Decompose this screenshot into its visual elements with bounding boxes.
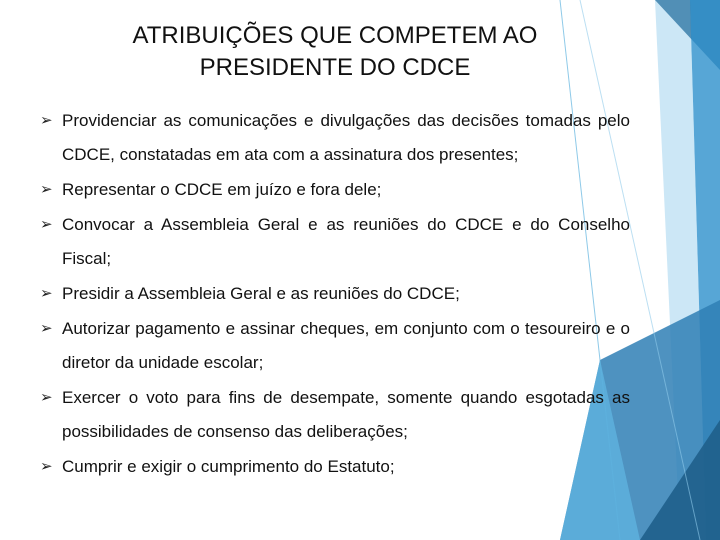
arrow-bullet-icon: ➢ (40, 285, 53, 302)
list-item-text: Convocar a Assembleia Geral e as reuniões do CDCE e do Conselho Fiscal; (62, 215, 630, 268)
arrow-bullet-icon: ➢ (40, 112, 53, 129)
list-item-text: Exercer o voto para fins de desempate, somente quando esgotadas as possibilidades de consenso das deliberações; (62, 388, 630, 441)
arrow-bullet-icon: ➢ (40, 389, 53, 406)
arrow-bullet-icon: ➢ (40, 320, 53, 337)
list-item-text: Providenciar as comunicações e divulgações das decisões tomadas pelo CDCE, constatadas em ata com a assinatura dos presentes; (62, 111, 630, 164)
list-item-text: Autorizar pagamento e assinar cheques, em conjunto com o tesoureiro e o diretor da unidade escolar; (62, 319, 630, 372)
bullet-list (40, 104, 630, 485)
list-item (40, 208, 630, 276)
list-item (40, 277, 630, 311)
title-line-2: PRESIDENTE DO CDCE (199, 54, 471, 81)
arrow-bullet-icon: ➢ (40, 216, 53, 233)
list-item (40, 173, 630, 207)
list-item (40, 312, 630, 380)
title-line-1: ATRIBUIÇÕES QUE COMPETEM AO (132, 22, 538, 49)
list-item-text: Representar o CDCE em juízo e fora dele; (62, 180, 382, 199)
arrow-bullet-icon: ➢ (40, 181, 53, 198)
list-item-text: Presidir a Assembleia Geral e as reuniões do CDCE; (62, 284, 460, 303)
page-title (60, 20, 610, 84)
arrow-bullet-icon: ➢ (40, 458, 53, 475)
list-item (40, 104, 630, 172)
list-item-text: Cumprir e exigir o cumprimento do Estatuto; (62, 457, 395, 476)
list-item (40, 450, 630, 484)
list-item (40, 381, 630, 449)
